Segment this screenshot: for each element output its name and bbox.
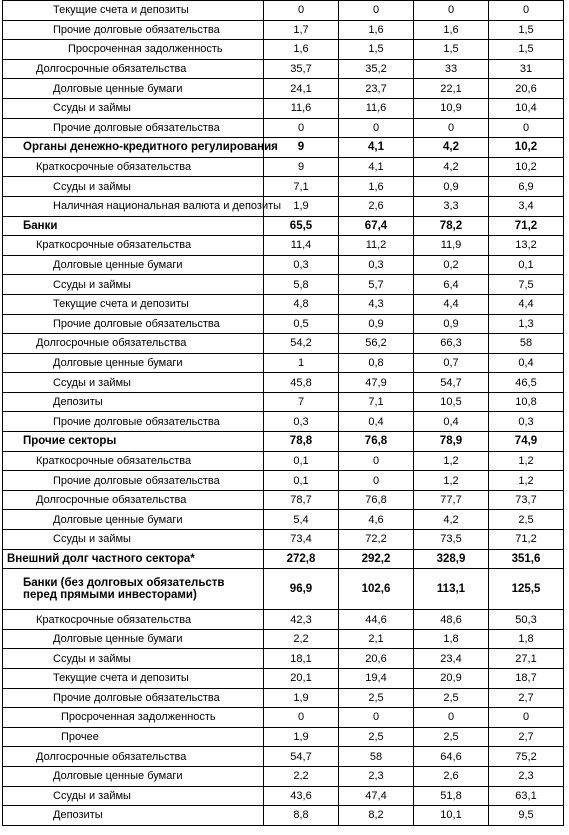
value-cell: 1,5 [339, 40, 414, 60]
table-row [3, 649, 564, 669]
value-cell: 56,2 [339, 334, 414, 354]
value-cell: 4,2 [414, 138, 489, 158]
table-row [3, 334, 564, 354]
row-label: Прочие долговые обязательства [3, 412, 264, 432]
value-cell: 73,4 [264, 530, 339, 550]
table-row [3, 196, 564, 216]
value-cell: 1,2 [414, 471, 489, 491]
value-cell: 9 [264, 157, 339, 177]
table-row [3, 471, 564, 491]
value-cell: 0 [339, 708, 414, 728]
row-label: Внешний долг частного сектора* [3, 549, 264, 569]
value-cell: 113,1 [414, 569, 489, 610]
value-cell: 71,2 [489, 216, 564, 236]
value-cell: 96,9 [264, 569, 339, 610]
value-cell: 0 [339, 1, 414, 21]
value-cell: 5,8 [264, 275, 339, 295]
value-cell: 2,1 [339, 629, 414, 649]
table-row [3, 669, 564, 689]
value-cell: 7,1 [264, 177, 339, 197]
value-cell: 0,8 [339, 353, 414, 373]
value-cell: 10,5 [414, 392, 489, 412]
value-cell: 4,4 [489, 294, 564, 314]
table-row [3, 59, 564, 79]
row-label: Ссуды и займы [3, 373, 264, 393]
value-cell: 2,5 [489, 510, 564, 530]
row-label: Просроченная задолженность [3, 708, 264, 728]
table-row [3, 98, 564, 118]
table-row [3, 157, 564, 177]
value-cell: 0 [489, 1, 564, 21]
value-cell: 1,6 [414, 20, 489, 40]
value-cell: 11,4 [264, 236, 339, 256]
value-cell: 23,4 [414, 649, 489, 669]
value-cell: 0 [264, 118, 339, 138]
table-row [3, 490, 564, 510]
value-cell: 0,1 [264, 471, 339, 491]
table-row [3, 432, 564, 452]
table-row [3, 255, 564, 275]
value-cell: 1,2 [489, 451, 564, 471]
value-cell: 45,8 [264, 373, 339, 393]
row-label: Краткосрочные обязательства [3, 157, 264, 177]
value-cell: 2,6 [339, 196, 414, 216]
row-label: Ссуды и займы [3, 177, 264, 197]
row-label: Долговые ценные бумаги [3, 510, 264, 530]
table-row [3, 392, 564, 412]
value-cell: 0 [414, 708, 489, 728]
value-cell: 0 [414, 118, 489, 138]
debt-table [2, 0, 564, 826]
value-cell: 1,5 [414, 40, 489, 60]
value-cell: 1,6 [339, 20, 414, 40]
row-label: Долгосрочные обязательства [3, 490, 264, 510]
table-row [3, 138, 564, 158]
value-cell: 9,5 [489, 806, 564, 826]
value-cell: 4,6 [339, 510, 414, 530]
value-cell: 125,5 [489, 569, 564, 610]
value-cell: 1,6 [264, 40, 339, 60]
row-label: Прочие долговые обязательства [3, 688, 264, 708]
value-cell: 78,8 [264, 432, 339, 452]
value-cell: 10,9 [414, 98, 489, 118]
value-cell: 1,7 [264, 20, 339, 40]
value-cell: 2,5 [339, 688, 414, 708]
value-cell: 1,6 [339, 177, 414, 197]
value-cell: 0,2 [414, 255, 489, 275]
row-label: Прочие долговые обязательства [3, 471, 264, 491]
value-cell: 66,3 [414, 334, 489, 354]
row-label: Краткосрочные обязательства [3, 236, 264, 256]
value-cell: 43,6 [264, 786, 339, 806]
row-label: Долгосрочные обязательства [3, 747, 264, 767]
value-cell: 0,1 [264, 451, 339, 471]
value-cell: 77,7 [414, 490, 489, 510]
row-label: Ссуды и займы [3, 98, 264, 118]
value-cell: 0 [264, 708, 339, 728]
value-cell: 1,2 [414, 451, 489, 471]
value-cell: 48,6 [414, 610, 489, 630]
value-cell: 44,6 [339, 610, 414, 630]
value-cell: 272,8 [264, 549, 339, 569]
row-label: Банки (без долговых обязательств перед прямыми инвесторами) [3, 569, 264, 610]
value-cell: 2,6 [414, 766, 489, 786]
value-cell: 20,6 [339, 649, 414, 669]
value-cell: 1,9 [264, 196, 339, 216]
table-row [3, 766, 564, 786]
value-cell: 31 [489, 59, 564, 79]
value-cell: 1,8 [489, 629, 564, 649]
value-cell: 46,5 [489, 373, 564, 393]
value-cell: 10,1 [414, 806, 489, 826]
value-cell: 78,2 [414, 216, 489, 236]
value-cell: 78,9 [414, 432, 489, 452]
value-cell: 8,2 [339, 806, 414, 826]
row-label: Долговые ценные бумаги [3, 79, 264, 99]
value-cell: 10,2 [489, 138, 564, 158]
value-cell: 76,8 [339, 432, 414, 452]
value-cell: 102,6 [339, 569, 414, 610]
row-label: Долгосрочные обязательства [3, 334, 264, 354]
value-cell: 54,7 [264, 747, 339, 767]
value-cell: 0,9 [339, 314, 414, 334]
value-cell: 19,4 [339, 669, 414, 689]
value-cell: 0 [264, 1, 339, 21]
value-cell: 75,2 [489, 747, 564, 767]
value-cell: 0 [339, 118, 414, 138]
value-cell: 33 [414, 59, 489, 79]
row-label: Текущие счета и депозиты [3, 669, 264, 689]
table-row [3, 530, 564, 550]
table-row [3, 216, 564, 236]
table-row [3, 708, 564, 728]
table-row [3, 747, 564, 767]
value-cell: 4,3 [339, 294, 414, 314]
value-cell: 4,1 [339, 157, 414, 177]
value-cell: 0,4 [339, 412, 414, 432]
row-label: Ссуды и займы [3, 530, 264, 550]
table-row [3, 451, 564, 471]
value-cell: 63,1 [489, 786, 564, 806]
value-cell: 11,6 [264, 98, 339, 118]
table-row [3, 629, 564, 649]
value-cell: 4,2 [414, 157, 489, 177]
table-row [3, 236, 564, 256]
value-cell: 2,3 [489, 766, 564, 786]
value-cell: 2,2 [264, 766, 339, 786]
value-cell: 10,8 [489, 392, 564, 412]
value-cell: 27,1 [489, 649, 564, 669]
value-cell: 0,3 [264, 412, 339, 432]
row-label: Органы денежно-кредитного регулирования [3, 138, 264, 158]
row-label: Долговые ценные бумаги [3, 766, 264, 786]
value-cell: 1,5 [489, 40, 564, 60]
value-cell: 20,9 [414, 669, 489, 689]
value-cell: 10,4 [489, 98, 564, 118]
row-label: Краткосрочные обязательства [3, 610, 264, 630]
value-cell: 8,8 [264, 806, 339, 826]
value-cell: 1,2 [489, 471, 564, 491]
row-label: Долговые ценные бумаги [3, 255, 264, 275]
table-row [3, 373, 564, 393]
table-row [3, 314, 564, 334]
value-cell: 2,3 [339, 766, 414, 786]
table-row [3, 610, 564, 630]
value-cell: 0 [489, 708, 564, 728]
value-cell: 35,7 [264, 59, 339, 79]
value-cell: 18,1 [264, 649, 339, 669]
row-label: Ссуды и займы [3, 649, 264, 669]
table-row [3, 40, 564, 60]
row-label: Долгосрочные обязательства [3, 59, 264, 79]
value-cell: 2,2 [264, 629, 339, 649]
value-cell: 47,4 [339, 786, 414, 806]
row-label: Краткосрочные обязательства [3, 451, 264, 471]
value-cell: 0,7 [414, 353, 489, 373]
value-cell: 0,3 [339, 255, 414, 275]
value-cell: 7,1 [339, 392, 414, 412]
row-label: Депозиты [3, 392, 264, 412]
value-cell: 0,4 [489, 353, 564, 373]
row-label: Прочие долговые обязательства [3, 118, 264, 138]
value-cell: 72,2 [339, 530, 414, 550]
value-cell: 7,5 [489, 275, 564, 295]
value-cell: 9 [264, 138, 339, 158]
row-label: Наличная национальная валюта и депозиты [3, 196, 264, 216]
value-cell: 1,8 [414, 629, 489, 649]
value-cell: 20,6 [489, 79, 564, 99]
value-cell: 4,8 [264, 294, 339, 314]
value-cell: 35,2 [339, 59, 414, 79]
table-row [3, 118, 564, 138]
value-cell: 74,9 [489, 432, 564, 452]
row-label: Прочие долговые обязательства [3, 20, 264, 40]
value-cell: 73,7 [489, 490, 564, 510]
value-cell: 13,2 [489, 236, 564, 256]
value-cell: 2,5 [339, 727, 414, 747]
table-row [3, 806, 564, 826]
value-cell: 11,9 [414, 236, 489, 256]
value-cell: 3,4 [489, 196, 564, 216]
value-cell: 18,7 [489, 669, 564, 689]
value-cell: 0,3 [489, 412, 564, 432]
row-label: Просроченная задолженность [3, 40, 264, 60]
debt-table-body [3, 1, 564, 826]
value-cell: 4,2 [414, 510, 489, 530]
value-cell: 58 [339, 747, 414, 767]
value-cell: 351,6 [489, 549, 564, 569]
value-cell: 0 [339, 471, 414, 491]
value-cell: 50,3 [489, 610, 564, 630]
value-cell: 2,5 [414, 727, 489, 747]
value-cell: 10,2 [489, 157, 564, 177]
value-cell: 51,8 [414, 786, 489, 806]
table-row [3, 549, 564, 569]
value-cell: 0 [414, 1, 489, 21]
table-row [3, 79, 564, 99]
table-row [3, 1, 564, 21]
value-cell: 0,9 [414, 177, 489, 197]
value-cell: 6,4 [414, 275, 489, 295]
value-cell: 0,1 [489, 255, 564, 275]
value-cell: 0,9 [414, 314, 489, 334]
table-row [3, 688, 564, 708]
table-row [3, 569, 564, 610]
value-cell: 4,4 [414, 294, 489, 314]
row-label: Прочее [3, 727, 264, 747]
value-cell: 64,6 [414, 747, 489, 767]
value-cell: 65,5 [264, 216, 339, 236]
table-row [3, 20, 564, 40]
value-cell: 1,3 [489, 314, 564, 334]
row-label: Депозиты [3, 806, 264, 826]
table-row [3, 510, 564, 530]
value-cell: 1,5 [489, 20, 564, 40]
value-cell: 47,9 [339, 373, 414, 393]
value-cell: 76,8 [339, 490, 414, 510]
value-cell: 1,9 [264, 688, 339, 708]
value-cell: 0,4 [414, 412, 489, 432]
value-cell: 54,7 [414, 373, 489, 393]
table-row [3, 275, 564, 295]
value-cell: 1,9 [264, 727, 339, 747]
value-cell: 58 [489, 334, 564, 354]
table-row [3, 177, 564, 197]
value-cell: 54,2 [264, 334, 339, 354]
value-cell: 328,9 [414, 549, 489, 569]
value-cell: 71,2 [489, 530, 564, 550]
value-cell: 67,4 [339, 216, 414, 236]
value-cell: 5,4 [264, 510, 339, 530]
value-cell: 23,7 [339, 79, 414, 99]
value-cell: 7 [264, 392, 339, 412]
value-cell: 78,7 [264, 490, 339, 510]
value-cell: 2,5 [414, 688, 489, 708]
row-label: Долговые ценные бумаги [3, 353, 264, 373]
value-cell: 2,7 [489, 727, 564, 747]
row-label: Долговые ценные бумаги [3, 629, 264, 649]
value-cell: 4,1 [339, 138, 414, 158]
row-label: Прочие секторы [3, 432, 264, 452]
value-cell: 0 [489, 118, 564, 138]
value-cell: 11,6 [339, 98, 414, 118]
value-cell: 1 [264, 353, 339, 373]
table-row [3, 294, 564, 314]
table-row [3, 412, 564, 432]
table-row [3, 786, 564, 806]
value-cell: 6,9 [489, 177, 564, 197]
row-label: Прочие долговые обязательства [3, 314, 264, 334]
table-row [3, 727, 564, 747]
row-label: Текущие счета и депозиты [3, 294, 264, 314]
value-cell: 2,7 [489, 688, 564, 708]
row-label: Ссуды и займы [3, 275, 264, 295]
value-cell: 22,1 [414, 79, 489, 99]
row-label: Ссуды и займы [3, 786, 264, 806]
value-cell: 5,7 [339, 275, 414, 295]
value-cell: 0 [339, 451, 414, 471]
value-cell: 24,1 [264, 79, 339, 99]
value-cell: 11,2 [339, 236, 414, 256]
value-cell: 0,5 [264, 314, 339, 334]
table-row [3, 353, 564, 373]
row-label: Текущие счета и депозиты [3, 1, 264, 21]
value-cell: 3,3 [414, 196, 489, 216]
value-cell: 20,1 [264, 669, 339, 689]
value-cell: 73,5 [414, 530, 489, 550]
row-label: Банки [3, 216, 264, 236]
value-cell: 42,3 [264, 610, 339, 630]
value-cell: 292,2 [339, 549, 414, 569]
value-cell: 0,3 [264, 255, 339, 275]
